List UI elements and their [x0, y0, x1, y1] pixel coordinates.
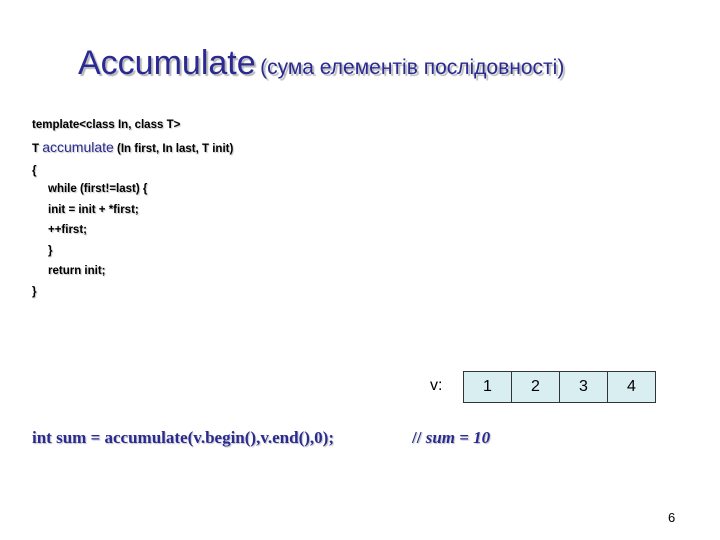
slide-title — [78, 44, 564, 83]
code-line-template: template<class In, class T> — [32, 119, 181, 131]
code-line-while: while (first!=last) { — [48, 183, 148, 195]
title-main: Accumulate — [78, 44, 256, 82]
page-number: 6 — [668, 510, 676, 525]
usage-comment — [412, 428, 490, 448]
title-subtitle: (сума елементів послідовності) — [260, 56, 565, 79]
code-line-close-brace: } — [32, 286, 37, 298]
code-line-increment: ++first; — [48, 224, 87, 236]
vector-cell: 4 — [608, 372, 655, 402]
code-line-return: return init; — [48, 265, 106, 277]
usage-code: int sum = accumulate(v.begin(),v.end(),0); — [32, 428, 334, 447]
code-line-signature — [32, 140, 233, 156]
code-line-add: init = init + *first; — [48, 204, 139, 216]
code-parameters: (In first, In last, T init) — [113, 143, 234, 155]
vector-cells — [463, 371, 656, 403]
comment-text: sum = 10 — [425, 428, 491, 447]
code-return-type: T — [32, 143, 43, 155]
code-line-open-brace: { — [32, 165, 37, 177]
code-line-close-loop: } — [48, 245, 53, 257]
comment-slashes: // — [412, 428, 422, 447]
vector-cell: 1 — [464, 372, 512, 402]
code-function-name: accumulate — [42, 139, 114, 155]
vector-cell: 3 — [560, 372, 608, 402]
vector-label: v: — [430, 377, 443, 394]
vector-cell: 2 — [512, 372, 560, 402]
